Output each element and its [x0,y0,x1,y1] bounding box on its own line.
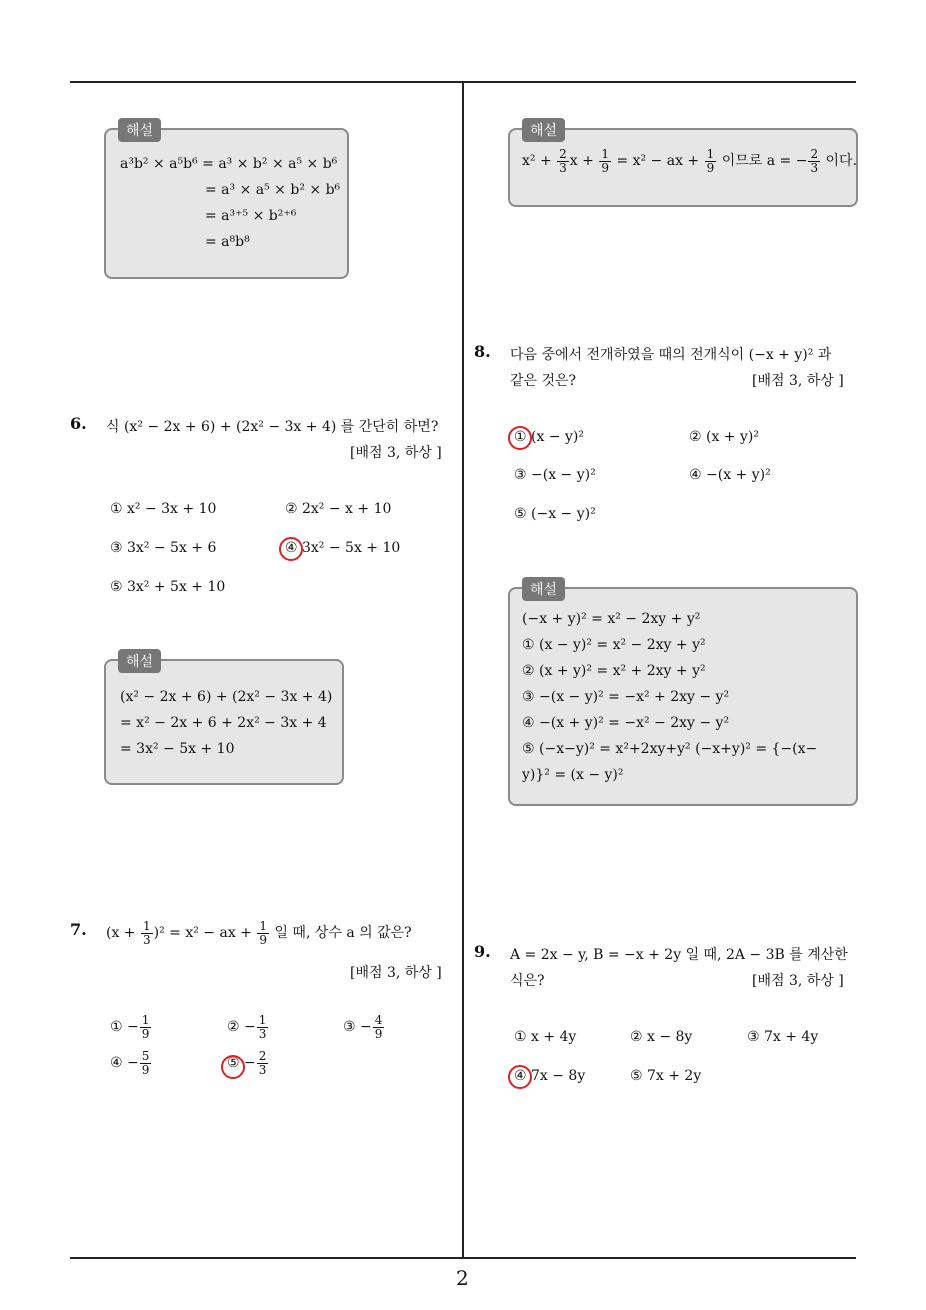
question-text-8-cont: 같은 것은? [510,373,577,389]
solution-tag: 해설 [118,118,161,142]
fraction: $\frac{2}{3}$ [559,147,567,175]
option-6-3[interactable]: ③ 3x² − 5x + 6 [110,540,217,556]
solution-equation: x² + $\frac{2}{3}$ x + $\frac{1}{9}$ = x² − ax + $\frac{1}{9}$ 이므로 a = − $\frac{2}{3}$ 이다. [522,147,858,175]
question-text-6: 식 (x² − 2x + 6) + (2x² − 3x + 4) 를 간단히 하면? [106,419,439,435]
option-7-2[interactable]: ② − $\frac{1}{3}$ [227,1013,267,1041]
option-7-5[interactable]: ⑤ − $\frac{2}{3}$ [227,1049,267,1077]
solution-box-8 [508,582,858,806]
option-6-4[interactable]: ④ 3x² − 5x + 10 [285,540,401,556]
question-meta-8: [배점 3, 하상 ] [752,373,844,389]
selected-answer-mark [508,426,532,450]
page-number: 2 [456,1266,469,1290]
option-9-5[interactable]: ⑤ 7x + 2y [630,1068,702,1084]
question-text-9-cont: 식은? [510,973,545,989]
solution-tag: 해설 [522,577,565,601]
solution-line: ④ −(x + y)² = −x² − 2xy − y² [522,715,730,731]
option-6-5[interactable]: ⑤ 3x² + 5x + 10 [110,579,226,595]
solution-line: = a³⁺⁵ × b²⁺⁶ [205,208,297,224]
column-divider [462,83,464,1258]
fraction: $\frac{1}{9}$ [601,147,609,175]
option-9-3[interactable]: ③ 7x + 4y [747,1029,819,1045]
solution-line: ⑤ (−x−y)² = x²+2xy+y² (−x+y)² = {−(x− [522,741,818,757]
option-7-1[interactable]: ① − $\frac{1}{9}$ [110,1013,150,1041]
selected-answer-mark [221,1055,245,1079]
question-meta-6: [배점 3, 하상 ] [350,445,442,461]
option-8-2[interactable]: ② (x + y)² [689,429,759,445]
selected-answer-mark [508,1065,532,1089]
solution-line: (−x + y)² = x² − 2xy + y² [522,611,701,627]
option-6-1[interactable]: ① x² − 3x + 10 [110,501,217,517]
solution-tag: 해설 [118,649,161,673]
solution-line: = 3x² − 5x + 10 [120,741,235,757]
solution-line: = x² − 2x + 6 + 2x² − 3x + 4 [120,715,327,731]
solution-line: ③ −(x − y)² = −x² + 2xy − y² [522,689,730,705]
bottom-rule [70,1257,856,1259]
question-meta-9: [배점 3, 하상 ] [752,973,844,989]
solution-line: y)}² = (x − y)² [522,767,624,783]
solution-line: ① (x − y)² = x² − 2xy + y² [522,637,706,653]
solution-line: = a⁸b⁸ [205,234,250,250]
solution-line: (x² − 2x + 6) + (2x² − 3x + 4) [120,689,333,705]
question-text-9: A = 2x − y, B = −x + 2y 일 때, 2A − 3B 를 계산한 [510,947,848,963]
option-7-4[interactable]: ④ − $\frac{5}{9}$ [110,1049,150,1077]
fraction: $\frac{1}{9}$ [706,147,715,175]
fraction: $\frac{1}{9}$ [259,919,267,947]
option-9-4[interactable]: ④ 7x − 8y [514,1068,586,1084]
solution-line: = a³ × a⁵ × b² × b⁶ [205,182,341,198]
solution-tag: 해설 [522,118,565,142]
option-6-2[interactable]: ② 2x² − x + 10 [285,501,392,517]
fraction: $\frac{1}{3}$ [143,919,151,947]
solution-box-6 [104,654,344,785]
question-number-8: 8. [474,342,491,361]
question-text-7: (x + $\frac{1}{3}$ )² = x² − ax + $\frac{1}{9}$ 일 때, 상수 a 의 값은? [106,919,412,947]
option-9-2[interactable]: ② x − 8y [630,1029,693,1045]
question-meta-7: [배점 3, 하상 ] [350,965,442,981]
question-number-7: 7. [70,920,87,939]
option-7-3[interactable]: ③ − $\frac{4}{9}$ [343,1013,383,1041]
option-8-3[interactable]: ③ −(x − y)² [514,467,596,483]
solution-line: ② (x + y)² = x² + 2xy + y² [522,663,706,679]
fraction: $\frac{2}{3}$ [810,147,819,175]
question-text-8: 다음 중에서 전개하였을 때의 전개식이 (−x + y)² 과 [510,347,832,363]
question-number-9: 9. [474,942,491,961]
solution-box-7 [508,123,858,207]
solution-line: a³b² × a⁵b⁶ = a³ × b² × a⁵ × b⁶ [120,156,338,172]
question-number-6: 6. [70,414,87,433]
option-9-1[interactable]: ① x + 4y [514,1029,577,1045]
option-8-4[interactable]: ④ −(x + y)² [689,467,771,483]
option-8-5[interactable]: ⑤ (−x − y)² [514,506,596,522]
solution-box-5 [104,123,349,279]
selected-answer-mark [279,537,303,561]
option-8-1[interactable]: ① (x − y)² [514,429,584,445]
